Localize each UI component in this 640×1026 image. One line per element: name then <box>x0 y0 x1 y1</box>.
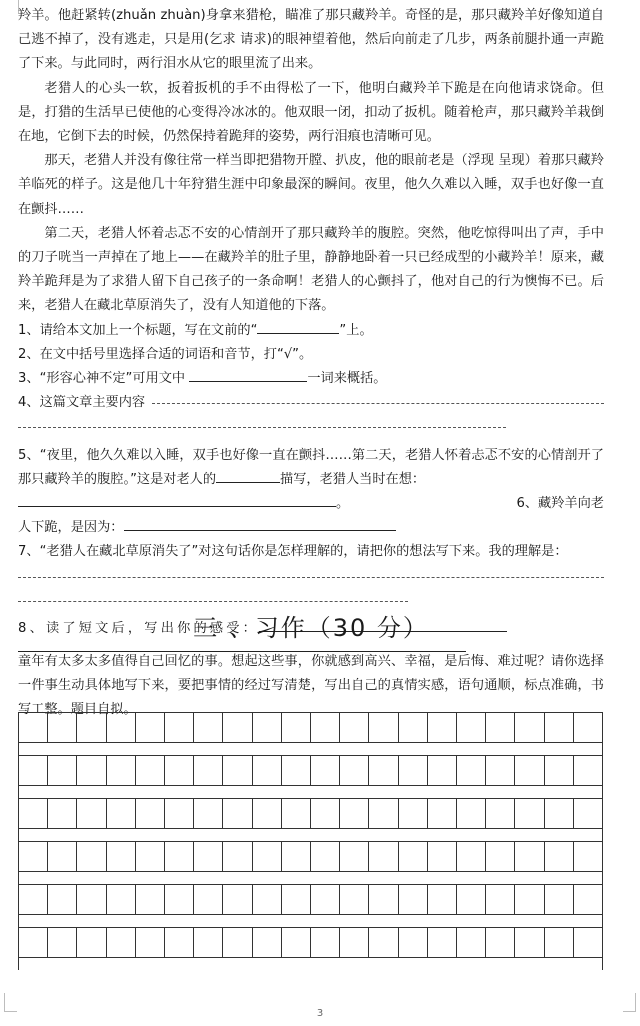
grid-cell[interactable] <box>545 799 574 828</box>
grid-cell[interactable] <box>428 756 457 785</box>
grid-cell[interactable] <box>457 885 486 914</box>
grid-cell[interactable] <box>574 756 603 785</box>
grid-cell[interactable] <box>282 756 311 785</box>
question-3: 3、“形容心神不定”可用文中 一词来概括。 <box>18 371 387 387</box>
passage-paragraph-2: 老猎人的心头一软，扳着扳机的手不由得松了一下，他明白藏羚羊下跪是在向他请求饶命。但是，打猎的生活早已使他的心变得冷冰冰的。他双眼一闭，扣动了扳机。随着枪声，那只藏羚羊栽倒在地，它倒下去的时候，仍然保持着跪拜的姿势，两行泪痕也清晰可见。 <box>18 80 604 145</box>
grid-cell[interactable] <box>369 756 398 785</box>
grid-cell[interactable] <box>515 799 544 828</box>
grid-cell[interactable] <box>194 799 223 828</box>
grid-cell[interactable] <box>515 842 544 871</box>
grid-cell[interactable] <box>428 885 457 914</box>
grid-cell[interactable] <box>574 799 603 828</box>
grid-cell[interactable] <box>253 928 282 957</box>
grid-cell[interactable] <box>136 713 165 742</box>
word-answer-blank[interactable] <box>189 369 307 382</box>
grid-cell[interactable] <box>574 928 603 957</box>
grid-cell[interactable] <box>165 713 194 742</box>
grid-row <box>18 798 603 829</box>
grid-cell[interactable] <box>399 799 428 828</box>
grid-cell[interactable] <box>515 885 544 914</box>
grid-cell[interactable] <box>340 928 369 957</box>
grid-cell[interactable] <box>194 885 223 914</box>
grid-cell[interactable] <box>340 756 369 785</box>
grid-cell[interactable] <box>165 799 194 828</box>
grid-cell[interactable] <box>136 885 165 914</box>
grid-cell[interactable] <box>545 842 574 871</box>
grid-cell[interactable] <box>48 885 77 914</box>
grid-cell[interactable] <box>194 713 223 742</box>
grid-cell[interactable] <box>77 799 106 828</box>
grid-cell[interactable] <box>369 885 398 914</box>
grid-row <box>18 841 603 872</box>
grid-cell[interactable] <box>48 713 77 742</box>
grid-cell[interactable] <box>457 842 486 871</box>
question-4: 4、这篇文章主要内容 <box>18 391 604 415</box>
grid-cell[interactable] <box>19 799 48 828</box>
grid-cell[interactable] <box>282 799 311 828</box>
grid-cell[interactable] <box>311 713 340 742</box>
question-5-6-line: 。 6、藏羚羊向老 <box>18 492 604 516</box>
passage-paragraph-1: 羚羊。他赶紧转(zhuǎn zhuàn)身拿来猎枪，瞄准了那只藏羚羊。奇怪的是，那只藏羚羊好像知道自己逃不掉了，没有逃走，只是用(乞求 请求)的眼神望着他，然后向前走了几步，两条前腿扑通一声跪了下来。与此同时，两行泪水从它的眼里流了出来。 <box>18 8 604 72</box>
grid-cell[interactable] <box>545 928 574 957</box>
grid-cell[interactable] <box>369 799 398 828</box>
grid-cell[interactable] <box>223 842 252 871</box>
grid-cell[interactable] <box>165 842 194 871</box>
grid-cell[interactable] <box>457 799 486 828</box>
grid-cell[interactable] <box>399 713 428 742</box>
grid-cell[interactable] <box>282 713 311 742</box>
grid-cell[interactable] <box>311 842 340 871</box>
question-8: 8、读了短文后，写出你的感受： <box>18 617 604 641</box>
grid-cell[interactable] <box>253 713 282 742</box>
grid-cell[interactable] <box>399 842 428 871</box>
grid-cell[interactable] <box>223 885 252 914</box>
grid-cell[interactable] <box>311 756 340 785</box>
grid-cell[interactable] <box>369 842 398 871</box>
grid-cell[interactable] <box>340 842 369 871</box>
grid-cell[interactable] <box>165 756 194 785</box>
grid-cell[interactable] <box>19 885 48 914</box>
grid-cell[interactable] <box>340 713 369 742</box>
grid-cell[interactable] <box>340 799 369 828</box>
grid-cell[interactable] <box>223 756 252 785</box>
grid-cell[interactable] <box>486 713 515 742</box>
grid-cell[interactable] <box>282 885 311 914</box>
grid-cell[interactable] <box>545 713 574 742</box>
grid-cell[interactable] <box>136 928 165 957</box>
grid-cell[interactable] <box>253 842 282 871</box>
grid-cell[interactable] <box>574 842 603 871</box>
grid-cell[interactable] <box>253 885 282 914</box>
grid-cell[interactable] <box>48 928 77 957</box>
grid-cell[interactable] <box>311 885 340 914</box>
grid-cell[interactable] <box>399 928 428 957</box>
grid-cell[interactable] <box>107 713 136 742</box>
grid-cell[interactable] <box>515 756 544 785</box>
grid-cell[interactable] <box>545 885 574 914</box>
grid-cell[interactable] <box>77 928 106 957</box>
grid-row <box>18 755 603 786</box>
main-content-answer-line-1[interactable] <box>152 403 604 404</box>
grid-cell[interactable] <box>311 928 340 957</box>
grid-cell[interactable] <box>369 713 398 742</box>
grid-cell[interactable] <box>107 842 136 871</box>
question-7: 7、“老猎人在藏北草原消失了”对这句话你是怎样理解的，请把你的想法写下来。我的理解是： <box>18 544 568 560</box>
grid-cell[interactable] <box>428 713 457 742</box>
grid-cell[interactable] <box>77 842 106 871</box>
grid-cell[interactable] <box>486 928 515 957</box>
grid-cell[interactable] <box>194 756 223 785</box>
grid-cell[interactable] <box>282 928 311 957</box>
description-type-blank[interactable] <box>216 470 280 483</box>
grid-cell[interactable] <box>486 799 515 828</box>
grid-cell[interactable] <box>77 885 106 914</box>
grid-cell[interactable] <box>107 799 136 828</box>
grid-cell[interactable] <box>574 713 603 742</box>
grid-row <box>18 712 603 743</box>
grid-cell[interactable] <box>253 756 282 785</box>
grid-cell[interactable] <box>19 713 48 742</box>
grid-cell[interactable] <box>340 885 369 914</box>
grid-cell[interactable] <box>165 928 194 957</box>
grid-cell[interactable] <box>545 756 574 785</box>
grid-cell[interactable] <box>457 928 486 957</box>
question-2: 2、在文中括号里选择合适的词语和音节，打“√”。 <box>18 346 313 362</box>
grid-cell[interactable] <box>77 756 106 785</box>
reading-passage-page <box>18 4 604 718</box>
grid-cell[interactable] <box>107 885 136 914</box>
grid-cell[interactable] <box>282 842 311 871</box>
grid-cell[interactable] <box>136 799 165 828</box>
grid-cell[interactable] <box>486 756 515 785</box>
grid-cell[interactable] <box>486 885 515 914</box>
grid-cell[interactable] <box>515 713 544 742</box>
hunter-thought-blank[interactable] <box>18 494 336 507</box>
composition-instruction: 童年有太多太多值得自己回忆的事。想起这些事，你就感到高兴、幸福，是后悔、难过呢？请你选择一件事生动具体地写下来，要把事情的经过写清楚，写出自己的真情实感，语句通顺，标点准确，书写工整。题目自拟。 <box>18 654 604 718</box>
grid-cell[interactable] <box>107 928 136 957</box>
grid-cell[interactable] <box>399 885 428 914</box>
page-number: 3 <box>316 1008 324 1019</box>
grid-cell[interactable] <box>107 756 136 785</box>
question-6-continued: 人下跪，是因为： <box>18 516 604 540</box>
grid-row-gap <box>18 786 603 798</box>
main-content-answer-line-2[interactable] <box>18 415 506 439</box>
grid-cell[interactable] <box>77 713 106 742</box>
grid-cell[interactable] <box>48 756 77 785</box>
grid-cell[interactable] <box>428 928 457 957</box>
grid-cell[interactable] <box>194 928 223 957</box>
section-3-title: 三 、习作（30 分） <box>193 614 429 642</box>
grid-row-gap <box>18 915 603 927</box>
grid-row-gap <box>18 829 603 841</box>
grid-cell[interactable] <box>428 842 457 871</box>
title-answer-blank[interactable] <box>257 321 339 334</box>
understanding-answer-line-1[interactable] <box>18 565 604 589</box>
grid-row-gap <box>18 743 603 755</box>
question-1: 1、请给本文加上一个标题，写在文前的“ ”上。 <box>18 322 373 338</box>
grid-cell[interactable] <box>223 713 252 742</box>
grid-cell[interactable] <box>253 799 282 828</box>
grid-cell[interactable] <box>19 842 48 871</box>
grid-cell[interactable] <box>486 842 515 871</box>
grid-cell[interactable] <box>136 756 165 785</box>
composition-writing-grid[interactable] <box>18 712 603 970</box>
grid-cell[interactable] <box>19 928 48 957</box>
grid-cell[interactable] <box>223 799 252 828</box>
question-5: 5、“夜里，他久久难以入睡，双手也好像一直在颤抖……第二天，老猎人怀着忐忑不安的心情剖开了那只藏羚羊的腹腔。”这是对老人的 描写，老猎人当时在想： <box>18 447 604 487</box>
grid-cell[interactable] <box>136 842 165 871</box>
grid-cell[interactable] <box>574 885 603 914</box>
grid-cell[interactable] <box>515 928 544 957</box>
crop-mark-top-left <box>4 0 19 14</box>
grid-cell[interactable] <box>457 756 486 785</box>
grid-cell[interactable] <box>428 799 457 828</box>
grid-cell[interactable] <box>194 842 223 871</box>
grid-cell[interactable] <box>48 842 77 871</box>
grid-row-gap <box>18 958 603 970</box>
grid-cell[interactable] <box>223 928 252 957</box>
grid-cell[interactable] <box>19 756 48 785</box>
grid-row-gap <box>18 872 603 884</box>
passage-paragraph-4: 第二天，老猎人怀着忐忑不安的心情剖开了那只藏羚羊的腹腔。突然，他吃惊得叫出了声，手中的刀子咣当一声掉在了地上——在藏羚羊的肚子里，静静地卧着一只已经成型的小藏羚羊！原来，藏羚羊跪拜是为了求猎人留下自己孩子的一条命啊！老猎人的心颤抖了，他对自己的行为懊悔不已。后来，老猎人在藏北草原消失了，没有人知道他的下落。 <box>18 225 604 314</box>
passage-paragraph-3: 那天，老猎人并没有像往常一样当即把猎物开膛、扒皮，他的眼前老是（浮现 呈现）着那只藏羚羊临死的样子。这是他几十年狩猎生涯中印象最深的瞬间。夜里，他久久难以入睡，双手也好像一直在颤抖…… <box>18 153 604 217</box>
grid-cell[interactable] <box>369 928 398 957</box>
grid-cell[interactable] <box>457 713 486 742</box>
grid-cell[interactable] <box>48 799 77 828</box>
grid-row <box>18 927 603 958</box>
grid-row <box>18 884 603 915</box>
grid-cell[interactable] <box>311 799 340 828</box>
grid-cell[interactable] <box>165 885 194 914</box>
grid-cell[interactable] <box>399 756 428 785</box>
reason-answer-blank[interactable] <box>124 518 396 531</box>
question-6: 6、藏羚羊向老 <box>516 496 604 512</box>
